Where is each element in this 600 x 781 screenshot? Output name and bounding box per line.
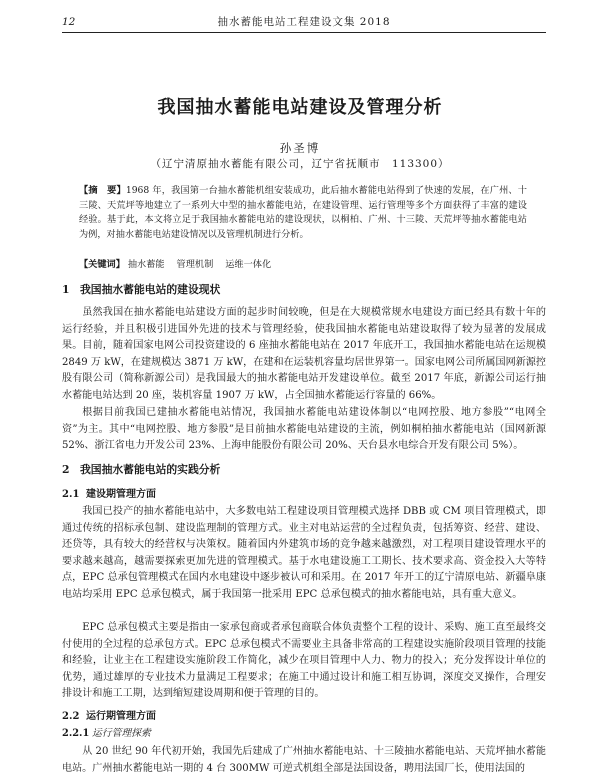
abstract-text: 1968 年，我国第一台抽水蓄能机组安装成功，此后抽水蓄能电站得到了快速的发展，在广州、十三陵、天荒坪等地建立了一系列大中型的抽水蓄能电站，在建设管理、运行管理等多个方面获得了丰富的建设经验。基于此，本文将立足于我国抽水蓄能电站的建设现状，以桐柏、广州、十三陵、天荒坪等抽水蓄能电站为例，对抽水蓄能电站建设情况以及管理机制进行分析。 bbox=[79, 185, 527, 240]
paragraph: EPC 总承包模式主要是指由一家承包商或者承包商联合体负责整个工程的设计、采购、施工直至最终交付使用的全过程的总承包方式。EPC 总承包模式不需要业主具备非常高的工程建设实施阶段项目管理的技能和经验，让业主在工程建设实施阶段工作简化，减少在项目管理中人力、物力的投入；充分发挥设计单位的优势，通过雄厚的专业技术力量满足工程要求；在施工中通过设计和施工相互协调，深度交叉操作，合理安排设计和施工工期，达到缩短建设周期和便于管理的目的。 bbox=[62, 622, 546, 700]
subsection-title: 运行期管理方面 bbox=[86, 711, 156, 722]
subsection-heading-2-1 bbox=[62, 487, 546, 502]
header-rule bbox=[62, 32, 546, 33]
section-heading-2 bbox=[62, 462, 546, 478]
subsubsection-number: 2.2.1 bbox=[62, 728, 90, 739]
subsubsection-title: 运行管理探索 bbox=[92, 728, 151, 739]
keyword: 管理机制 bbox=[176, 259, 214, 270]
abstract bbox=[79, 184, 527, 242]
subsection-number: 2.2 bbox=[62, 711, 80, 722]
subsection-title: 建设期管理方面 bbox=[86, 489, 156, 500]
subsection-number: 2.1 bbox=[62, 489, 80, 500]
keyword: 抽水蓄能 bbox=[127, 259, 165, 270]
section-number: 2 bbox=[62, 463, 70, 476]
subsection-heading-2-2 bbox=[62, 709, 546, 724]
running-header bbox=[62, 14, 546, 30]
section-title: 我国抽水蓄能电站的建设现状 bbox=[80, 283, 221, 296]
section-title: 我国抽水蓄能电站的实践分析 bbox=[80, 463, 221, 476]
affiliation: （辽宁清原抽水蓄能有限公司，辽宁省抚顺市 113300） bbox=[150, 158, 450, 170]
keywords bbox=[79, 258, 527, 272]
abstract-label: 【摘 要】 bbox=[79, 185, 126, 196]
paragraph: 我国已投产的抽水蓄能电站中，大多数电站工程建设项目管理模式选择 DBB 或 CM 项目管理模式，即通过传统的招标承包制、建设监理制的管理方式。业主对电站运营的全过程负责，包括筹资、经营、建设、还贷等，具有较大的经营权与决策权。随着国内外建筑市场的竞争越来越激烈，对工程项目建设管理水平的要求越来越高，越需要探索更加先进的管理模式。基于水电建设施工工期长、技术要求高、资金投入大等特点，EPC 总承包管理模式在国内水电建设中逐步被认可和采用。在 2017 年开工的辽宁清原电站、新疆阜康电站均采用 EPC 总承包模式，属于我国第一批采用 EPC 总承包模式的抽水蓄能电站，具有重大意义。 bbox=[62, 506, 546, 600]
paragraph: 虽然我国在抽水蓄能电站建设方面的起步时间较晚，但是在大规模常规水电建设方面已经具有数十年的运行经验，并且积极引进国外先进的技术与管理经验，使我国抽水蓄能电站建设取得了较为显著的发展成果。目前，随着国家电网公司投资建设的 6 座抽水蓄能电站在 2017 年底开工，我国抽水蓄能电站在运规模 2849 万 kW，在建规模达 3871 万 kW，在建和在运装机容量均居世界第一。国家电网公司所属国网新源控股有限公司（简称新源公司）是我国最大的抽水蓄能电站开发建设单位。截至 2017 年底，新源公司运行抽水蓄能电站达到 20 座，装机容量 1907 万 kW，占全国抽水蓄能运行容量的 66%。 bbox=[62, 307, 546, 401]
journal-title: 抽水蓄能电站工程建设文集 2018 bbox=[217, 16, 391, 28]
section-number: 1 bbox=[62, 283, 70, 296]
page-number: 12 bbox=[62, 16, 76, 28]
section-heading-1 bbox=[62, 282, 546, 298]
article-title: 我国抽水蓄能电站建设及管理分析 bbox=[157, 97, 443, 118]
paragraph: 根据目前我国已建抽水蓄能电站情况，我国抽水蓄能电站建设体制以“电网控股、地方参股”“电网全资”为主。其中“电网控股、地方参股”是目前抽水蓄能电站建设的主流，例如桐柏抽水蓄能电站（国网新源 52%、浙江省电力开发公司 23%、上海申能股份有限公司 20%、天台县水电综合开发有限公司 5%）。 bbox=[62, 407, 546, 452]
paragraph: 从 20 世纪 90 年代初开始，我国先后建成了广州抽水蓄能电站、十三陵抽水蓄能电站、天荒坪抽水蓄能电站。广州抽水蓄能电站一期的 4 台 300MW 可逆式机组全部是法国设备，聘用法国厂长，使用法国的 bbox=[62, 746, 546, 774]
keywords-label: 【关键词】 bbox=[79, 259, 125, 270]
author: 孙圣博 bbox=[279, 141, 321, 155]
keyword: 运维一体化 bbox=[225, 259, 272, 270]
subsubsection-heading-2-2-1 bbox=[62, 726, 546, 741]
